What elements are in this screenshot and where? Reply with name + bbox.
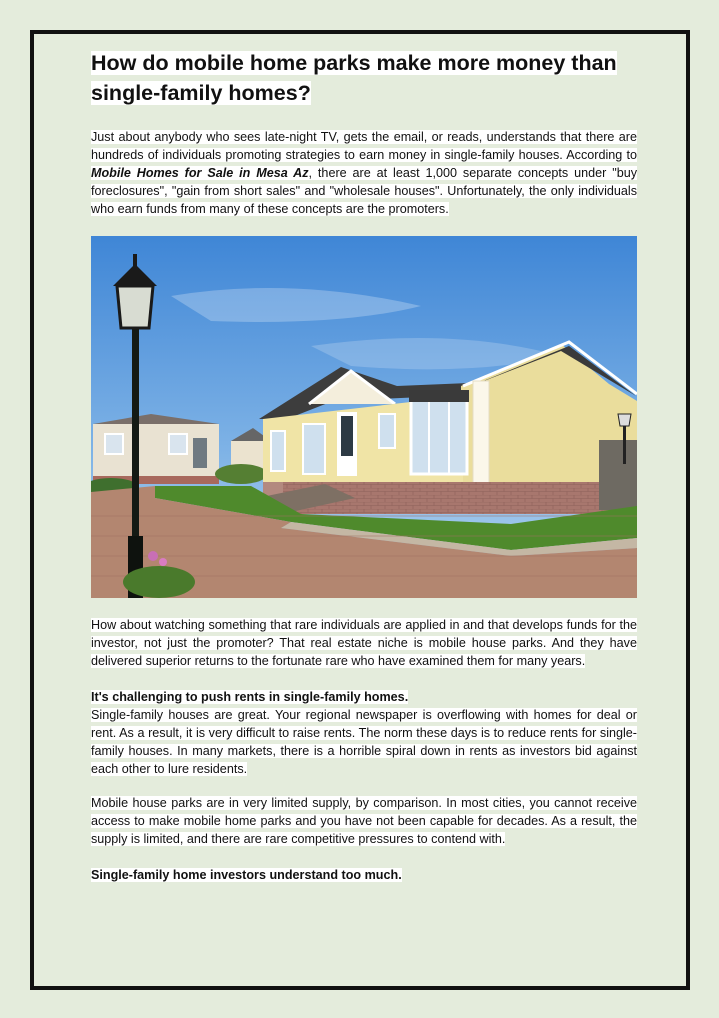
paragraph-4: Mobile house parks are in very limited supply, by comparison. In most cities, you cannot receive access to make mobile home parks and you have not been capable for decades. As a result, the supply is limited, and there are rare competitive pressures to contend with. (91, 796, 637, 846)
section-body-rents: Single-family houses are great. Your regional newspaper is overflowing with homes for deal or rent. As a result, it is very difficult to raise rents. The norm these days is to reduce rents for single-family houses. In many markets, there is a horrible spiral down in rents as investors bid against each other to lure residents. (91, 708, 637, 776)
intro-paragraph: Just about anybody who sees late-night TV, gets the email, or reads, understands that there are hundreds of individuals promoting strategies to earn money in single-family houses. According to Mobile Homes for Sale in Mesa Az, there are at least 1,000 separate concepts under "buy foreclosures", "gain from short sales" and "wholesale houses". Unfortunately, the only individuals who earn funds from many of these concepts are the promoters. (91, 130, 637, 216)
page-frame (30, 30, 690, 990)
page-title: How do mobile home parks make more money than single-family homes? (91, 51, 617, 105)
section-heading-investors: Single-family home investors understand too much. (91, 868, 402, 882)
mobile-home-park-photo (91, 236, 637, 598)
section-heading-rents: It's challenging to push rents in single-family homes. (91, 690, 409, 704)
paragraph-2: How about watching something that rare individuals are applied in and that develops funds for the investor, not just the promoter? That real estate niche is mobile house parks. And they have delivered superior returns to the fortunate rare who have examined them for many years. (91, 618, 637, 668)
mesa-homes-link[interactable]: Mobile Homes for Sale in Mesa Az (91, 166, 309, 180)
document-content (91, 48, 637, 884)
